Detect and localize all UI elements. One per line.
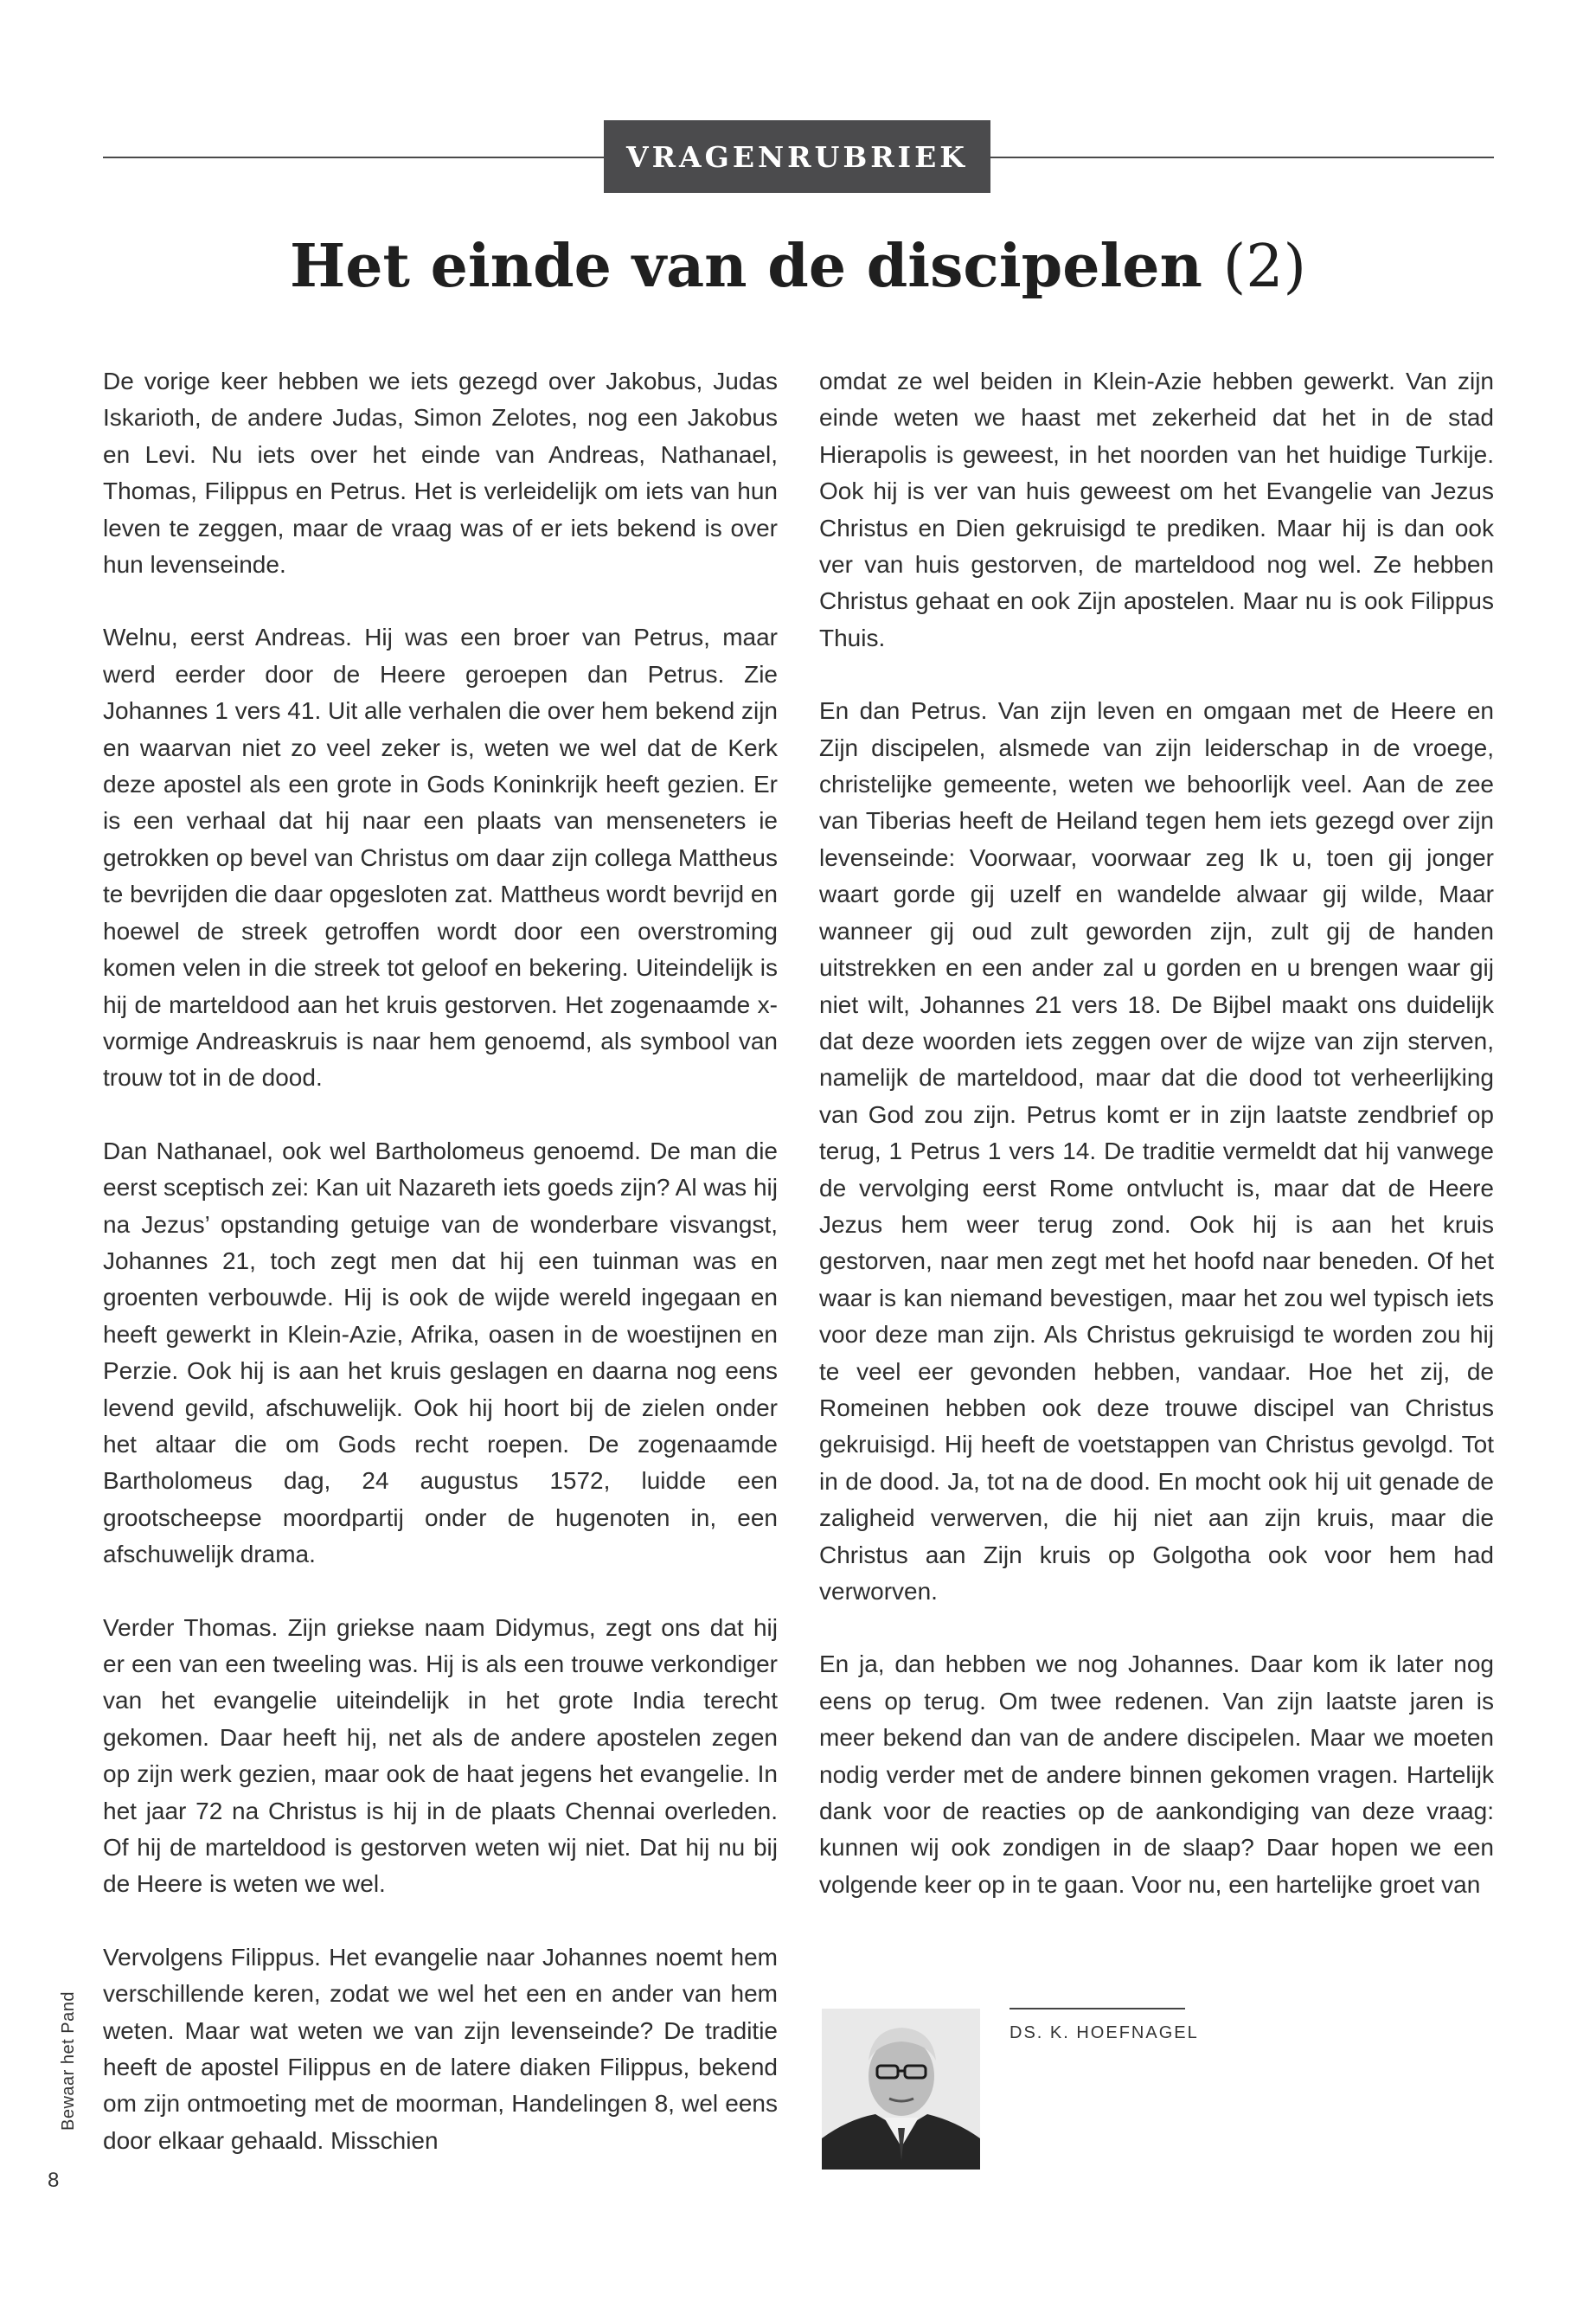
paragraph: En dan Petrus. Van zijn leven en omgaan met de Heere en Zijn discipelen, alsmede van zijn leiderschap in de vroege, christelijke gemeente, weten we behoorlijk veel. Aan de zee van Tiberias heeft de Heiland tegen hem iets gezegd over zijn levenseinde: Voorwaar, voorwaar zeg Ik u, toen gij jonger waart gorde gij uzelf en wandelde alwaar gij wilde, Maar wanneer gij oud zult geworden zijn, zult gij de handen uitstrekken en een ander zal u gorden en u brengen waar gij niet wilt, Johannes 21 vers 18. De Bijbel maakt ons duidelijk dat deze woorden iets zeggen over de wijze van zijn sterven, namelijk de marteldood, maar dat die dood tot verheerlijking van God zou zijn. Petrus komt er in zijn laatste zendbrief op terug, 1 Petrus 1 vers 14. De traditie vermeldt dat hij vanwege de vervolging eerst Rome ontvlucht is, maar dat de Heere Jezus hem weer terug zond. Ook hij is aan het kruis gestorven, naar men zegt met het hoofd naar beneden. Of het waar is kan niemand bevestigen, maar het zou wel typisch iets voor deze man zijn. Als Christus gekruisigd te worden zou hij te veel eer gevonden hebben, vandaar. Hoe het zij, de Romeinen hebben ook deze trouwe discipel van Christus gekruisigd. Hij heeft de voetstappen van Christus gevolgd. Tot in de dood. Ja, tot na de dood. En mocht ook hij uit genade de zaligheid verwerven, die hij niet aan zijn kruis, maar die Christus aan Zijn kruis op Golgotha ook voor hem had verworven.: [819, 697, 1494, 1605]
left-column: [103, 363, 778, 2195]
paragraph: En ja, dan hebben we nog Johannes. Daar kom ik later nog eens op terug. Om twee redenen. Van zijn laatste jaren is meer bekend dan van de andere discipelen. Maar we moeten nodig verder met de andere binnen gekomen vragen. Hartelijk dank voor de reacties op de aankondiging van deze vraag: kunnen wij ook zondigen in de slaap? Daar hopen we een volgende keer op in te gaan. Voor nu, een hartelijke groet van: [819, 1650, 1494, 1898]
signature-rule: [1010, 2008, 1185, 2009]
paragraph: Dan Nathanael, ook wel Bartholomeus genoemd. De man die eerst sceptisch zei: Kan uit Nazareth iets goeds zijn? Al was hij na Jezus’ opstanding getuige van de wonderbare visvangst, Johannes 21, toch zegt men dat hij een tuinman was en groenten verbouwde. Hij is ook de wijde wereld ingegaan en heeft gewerkt in Klein-Azie, Afrika, oasen in de woestijnen en Perzie. Ook hij is aan het kruis geslagen en daarna nog eens levend gevild, afschuwelijk. Ook hij hoort bij de zielen onder het altaar die om Gods recht roepen. De zogenaamde Bartholomeus dag, 24 augustus 1572, luidde een grootscheepse moordpartij onder de hugenoten in, een afschuwelijk drama.: [103, 1137, 778, 1568]
section-kicker: VRAGENRUBRIEK: [604, 120, 990, 193]
portrait-illustration: [822, 2009, 980, 2170]
header-rule-right: [990, 157, 1494, 158]
author-photo: [822, 2009, 980, 2170]
paragraph: De vorige keer hebben we iets gezegd over Jakobus, Judas Iskarioth, de andere Judas, Simon Zelotes, nog een Jakobus en Levi. Nu iets over het einde van Andreas, Nathanael, Thomas, Filippus en Petrus. Het is verleidelijk om iets van hun leven te zeggen, maar de vraag was of er iets bekend is over hun levenseinde.: [103, 368, 778, 579]
paragraph: Verder Thomas. Zijn griekse naam Didymus, zegt ons dat hij er een van een tweeling was. Hij is als een trouwe verkondiger van het evangelie uiteindelijk in het grote India terecht gekomen. Daar heeft hij, net als de andere apostelen zegen op zijn werk gezien, maar ook de haat jegens het evangelie. In het jaar 72 na Christus is hij in de plaats Chennai overleden. Of hij de marteldood is gestorven weten wij niet. Dat hij nu bij de Heere is weten we wel.: [103, 1613, 778, 1898]
paragraph: omdat ze wel beiden in Klein-Azie hebben gewerkt. Van zijn einde weten we haast met zekerheid dat het in de stad Hierapolis is geweest, in het noorden van het huidige Turkije. Ook hij is ver van huis geweest om het Evangelie van Jezus Christus en Dien gekruisigd te prediken. Maar hij is dan ook ver van huis gestorven, de marteldood nog wel. Ze hebben Christus gehaat en ook Zijn apostelen. Maar nu is ook Filippus Thuis.: [819, 368, 1494, 651]
header-rule-left: [103, 157, 604, 158]
title-main: Het einde van de discipelen: [289, 232, 1202, 301]
magazine-title: Bewaar het Pand: [59, 1991, 78, 2131]
paragraph: Vervolgens Filippus. Het evangelie naar Johannes noemt hem verschillende keren, zodat we wel het een en ander van hem weten. Maar wat weten we van zijn levenseinde? De traditie heeft de apostel Filippus en de latere diaken Filippus, bekend om zijn ontmoeting met de moorman, Handelingen 8, wel eens door elkaar gehaald. Misschien: [103, 1943, 778, 2154]
author-name: DS. K. HOEFNAGEL: [1010, 2023, 1199, 2042]
right-column: [819, 363, 1494, 1939]
page-number: 8: [48, 2169, 60, 2192]
page-title: [0, 232, 1596, 303]
title-number: (2): [1222, 233, 1307, 301]
paragraph: Welnu, eerst Andreas. Hij was een broer van Petrus, maar werd eerder door de Heere geroepen dan Petrus. Zie Johannes 1 vers 41. Uit alle verhalen die over hem bekend zijn en waarvan niet zo veel zeker is, weten we wel dat de Kerk deze apostel als een grote in Gods Koninkrijk heeft gezien. Er is een verhaal dat hij naar een plaats van menseneters ie getrokken op bevel van Christus om daar zijn collega Mattheus te bevrijden die daar opgesloten zat. Mattheus wordt bevrijd en hoewel de streek getroffen wordt door een overstroming komen velen in die streek tot geloof en bekering. Uiteindelijk is hij de marteldood aan het kruis gestorven. Het zogenaamde x-vormige Andreaskruis is naar hem genoemd, als symbool van trouw tot in de dood.: [103, 624, 778, 1092]
